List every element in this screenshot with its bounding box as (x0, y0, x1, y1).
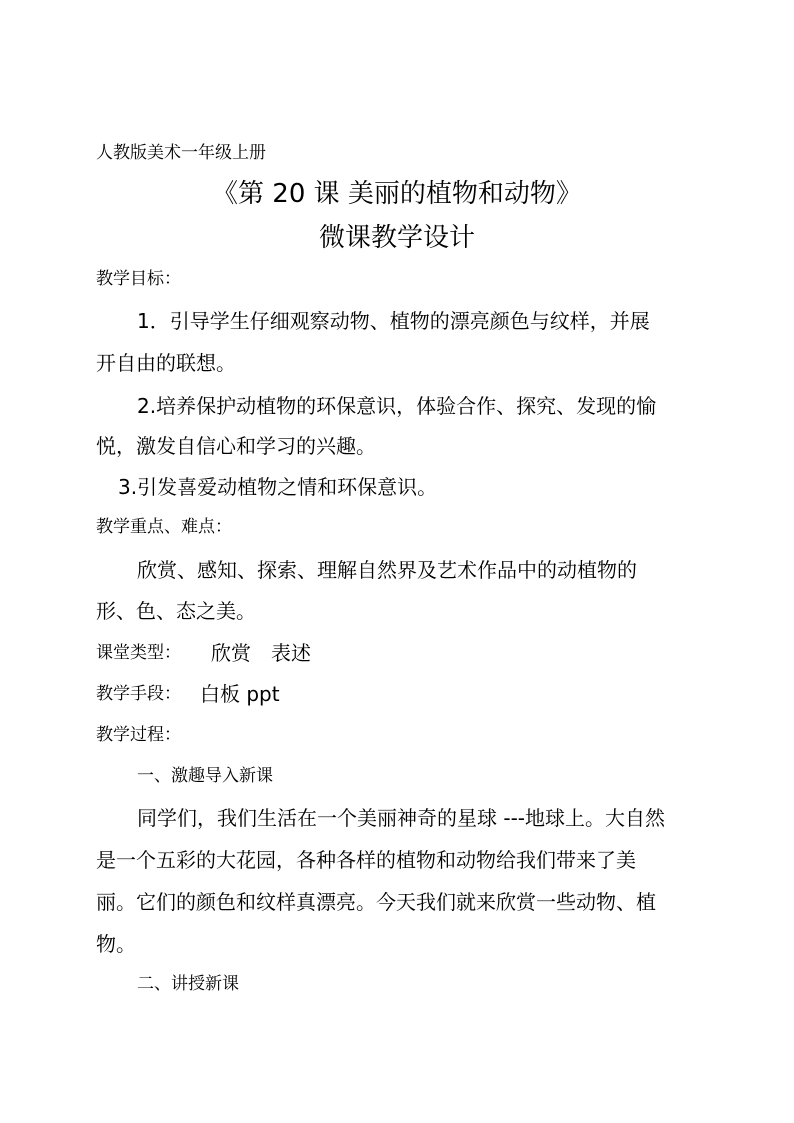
section-1-paragraph-line-4: 物。 (96, 932, 136, 956)
section-1-paragraph-line-3: 丽。它们的颜色和纹样真漂亮。今天我们就来欣赏一些动物、植 (96, 890, 656, 914)
objective-1-line-2: 开自由的联想。 (96, 351, 236, 375)
section-1-heading: 一、激趣导入新课 (137, 766, 273, 786)
objective-2-line-2: 悦，激发自信心和学习的兴趣。 (96, 434, 376, 458)
title-line-1: 《第 20 课 美丽的植物和动物》 (212, 179, 582, 209)
title-line-2: 微课教学设计 (318, 223, 475, 253)
teaching-means-value: 白板 ppt (200, 682, 280, 706)
key-points-line-2: 形、色、态之美。 (96, 599, 256, 623)
objective-2-line-1: 2.培养保护动植物的环保意识，体验合作、探究、发现的愉 (137, 394, 657, 418)
header-line: 人教版美术一年级上册 (96, 143, 266, 163)
section-2-heading: 二、讲授新课 (137, 974, 239, 994)
objective-3: 3.引发喜爱动植物之情和环保意识。 (118, 475, 438, 499)
key-points-heading: 教学重点、难点： (96, 517, 232, 537)
key-points-line-1: 欣赏、感知、探索、理解自然界及艺术作品中的动植物的 (137, 558, 637, 582)
section-1-paragraph-line-2: 是一个五彩的大花园，各种各样的植物和动物给我们带来了美 (96, 848, 636, 872)
objectives-heading: 教学目标： (96, 269, 181, 289)
process-heading: 教学过程： (96, 725, 181, 745)
class-type-value: 欣赏 表述 (211, 641, 311, 665)
section-1-paragraph-line-1: 同学们，我们生活在一个美丽神奇的星球 ---地球上。大自然 (137, 806, 666, 830)
objective-1-line-1: 1．引导学生仔细观察动物、植物的漂亮颜色与纹样，并展 (137, 309, 650, 333)
class-type-label: 课堂类型： (96, 643, 181, 663)
teaching-means-label: 教学手段： (96, 684, 181, 704)
